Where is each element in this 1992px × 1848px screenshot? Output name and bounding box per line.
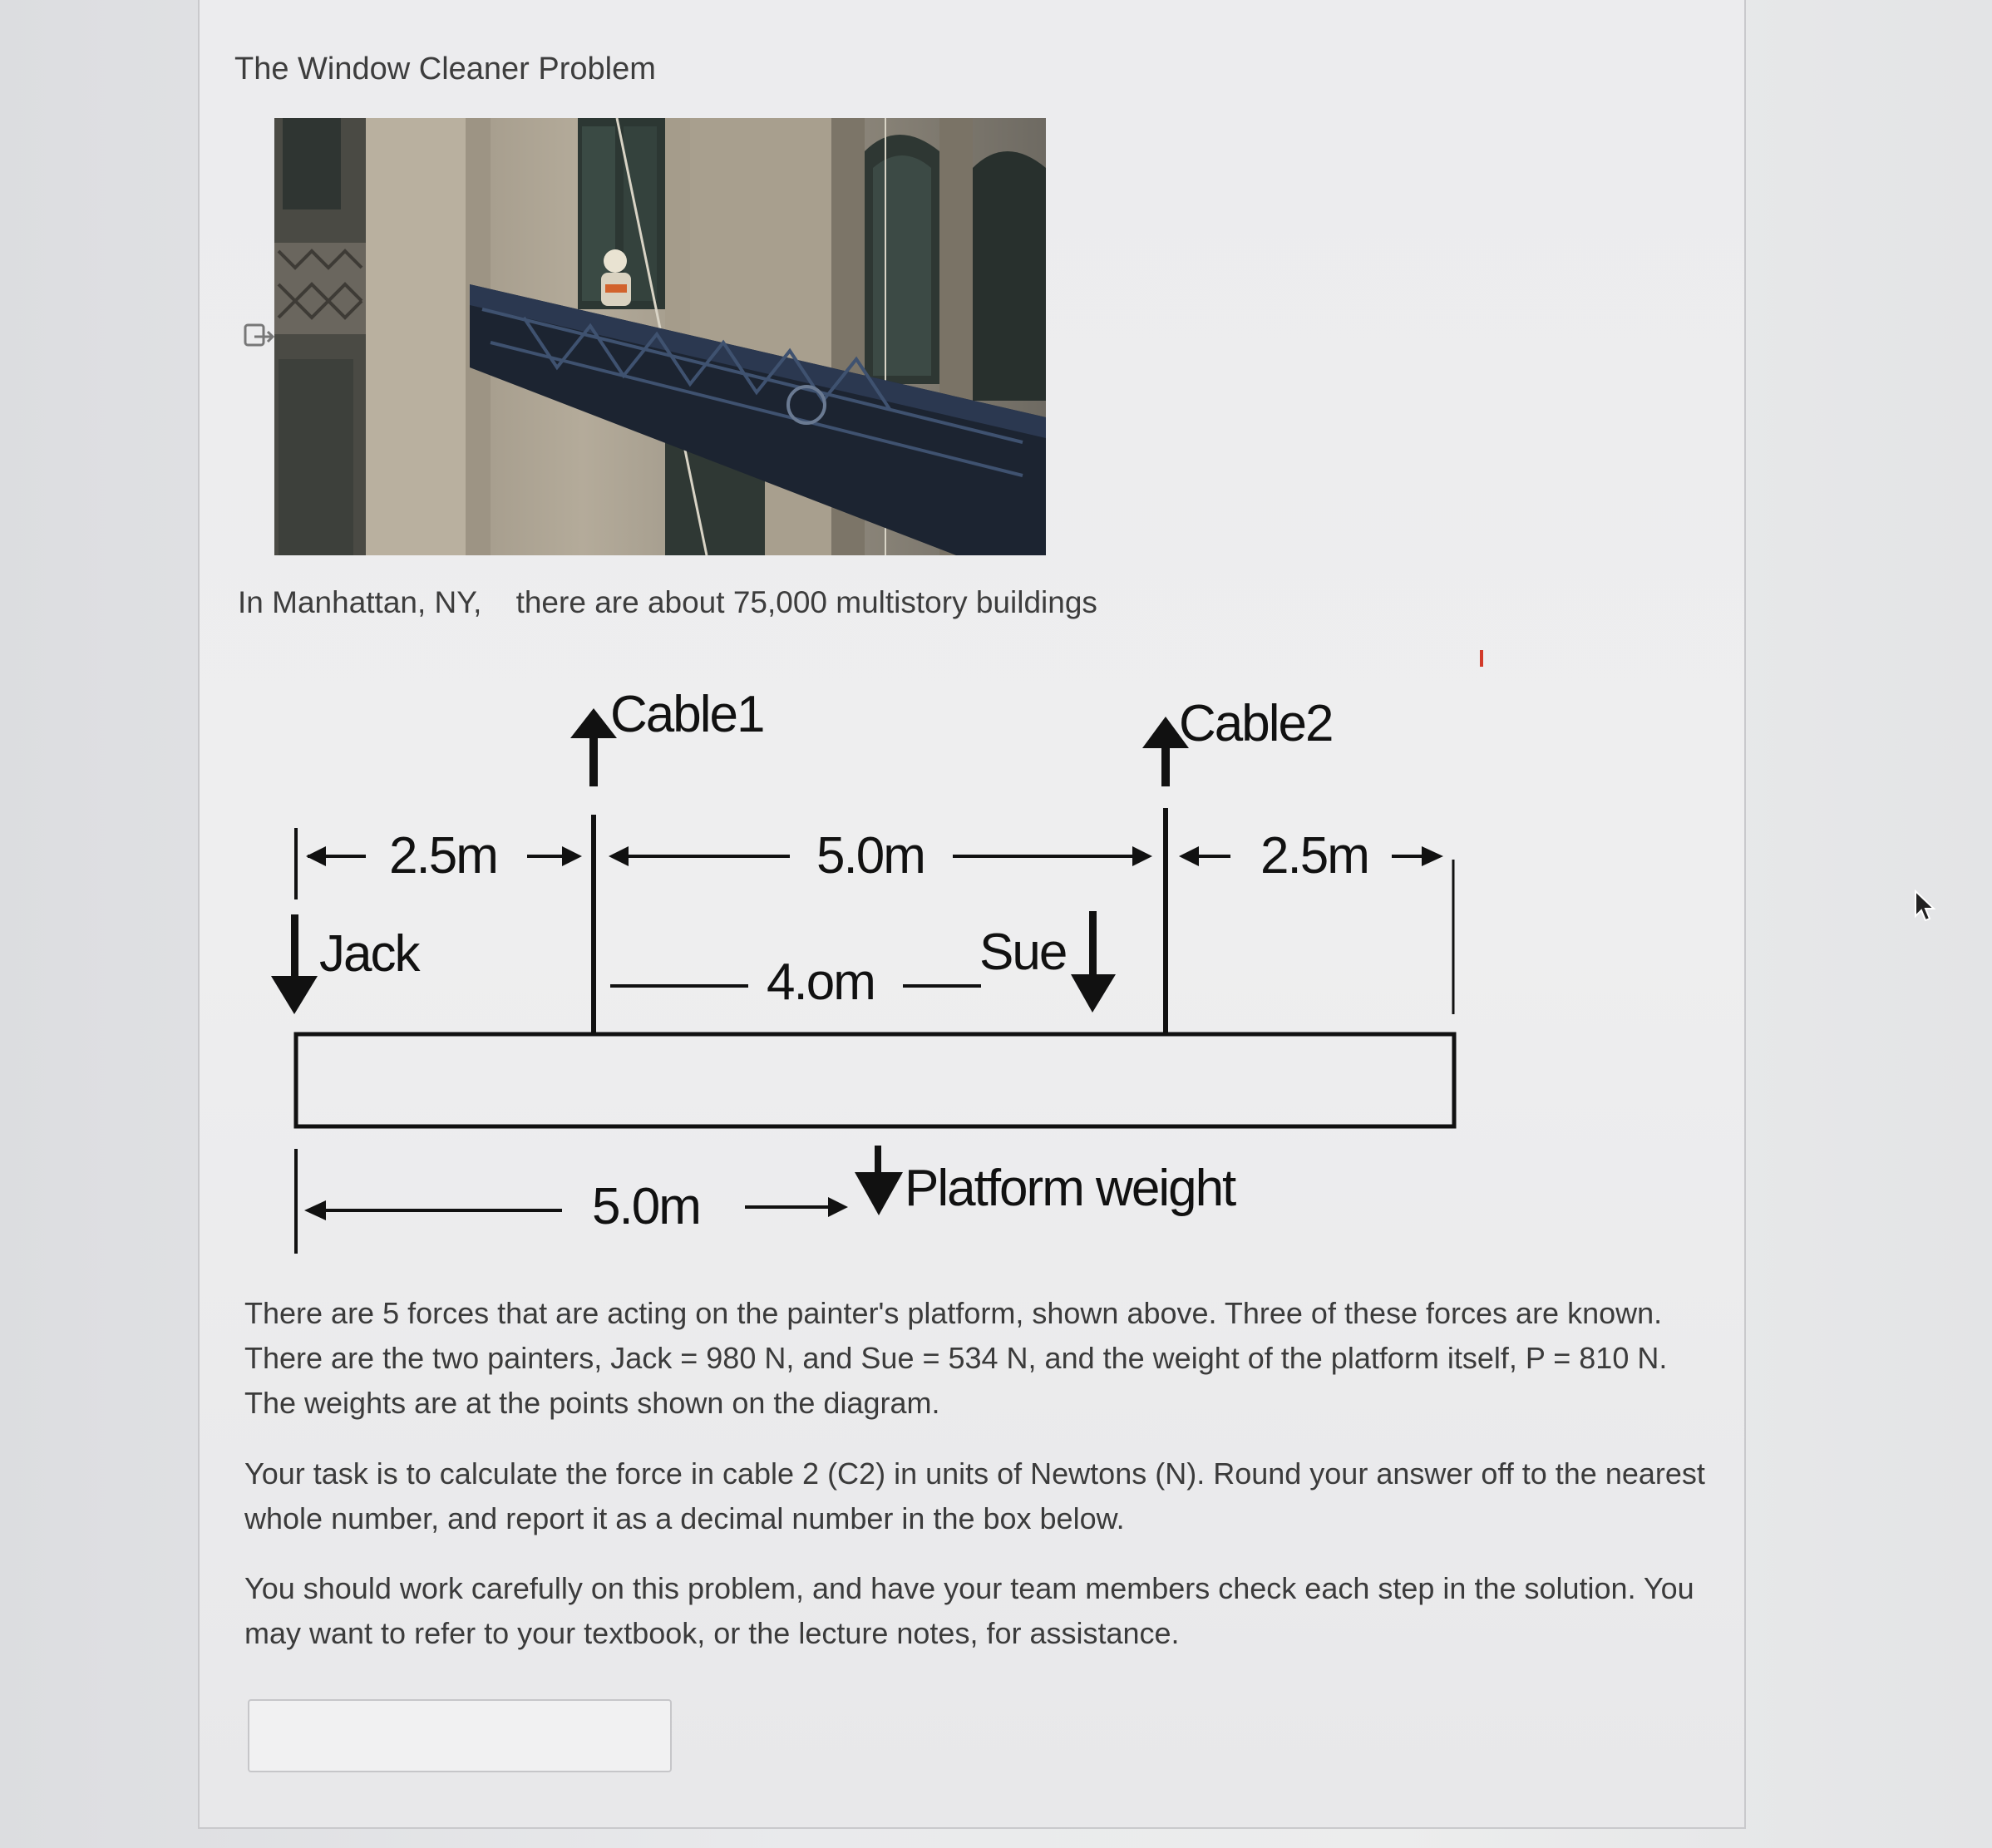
sue-label: Sue [979,924,1067,981]
mouse-cursor-icon [1912,890,1937,923]
jack-force-arrow [271,914,318,1014]
sue-force-arrow [1071,911,1116,1013]
cable-span-label: 5.0m [816,827,925,885]
platform-weight-arrow [855,1146,903,1215]
jack-label: Jack [319,925,419,983]
cable2-label: Cable2 [1179,695,1333,752]
advice-text: You should work carefully on this problem, and have your team members check each step in the solution. You may want to refer to your textbook, or the lecture notes, for assistance. [244,1571,1694,1650]
answer-input[interactable] [248,1699,672,1772]
platform-beam [296,1034,1454,1126]
problem-description: There are 5 forces that are acting on the painter's platform, shown above. Three of these forces are known. There are the two painters, Jack = 980 N, and Sue = 534 N, and the weight of the platform itself, P = 810 N. The weights are at the points shown on the diagram. [244,1296,1668,1420]
task-instructions: Your task is to calculate the force in cable 2 (C2) in units of Newtons (N). Round your answer off to the nearest whole number, and report it as a decimal number in the box below. [244,1456,1705,1535]
left-offset-label: 2.5m [389,827,497,885]
platform-weight-label: Platform weight [905,1160,1235,1217]
platform-distance-label: 5.0m [592,1178,700,1235]
window-cleaner-photo [274,118,1046,555]
intro-fact: there are about 75,000 multistory buildings [515,585,1097,619]
red-mark [1480,650,1483,667]
intro-location: In Manhattan, NY, [238,585,482,619]
platform-weight-dimension [304,1197,848,1220]
question-title: The Window Cleaner Problem [234,52,656,86]
intro-text [238,585,1097,620]
embed-icon[interactable] [243,323,276,351]
sue-distance-label: 4.om [767,954,875,1011]
force-diagram [249,665,1513,1264]
cable1-label: Cable1 [610,686,764,743]
right-offset-label: 2.5m [1260,827,1368,885]
photo-illustration [274,118,1046,555]
